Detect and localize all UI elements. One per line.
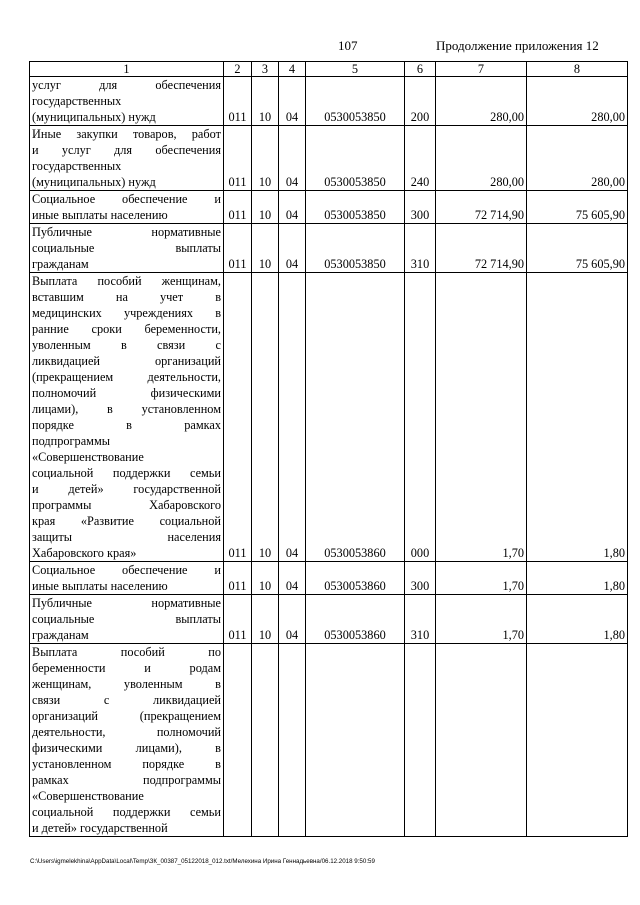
row-name-line: беременности и родам [32, 661, 221, 675]
table-row [30, 126, 628, 191]
budget-table [29, 61, 628, 837]
row-name-cell [30, 224, 224, 273]
row-name-line: услуг для обеспечения [32, 78, 221, 92]
row-name-cell [30, 77, 224, 126]
row-c4-cell: 04 [279, 126, 306, 191]
row-name-line: защиты населения [32, 530, 221, 544]
row-name-line: физическими лицами), в [32, 741, 221, 755]
row-name-line: Хабаровского края» [32, 546, 137, 560]
row-name-line: (муниципальных) нужд [32, 110, 156, 124]
row-name-line: Социальное обеспечение и [32, 563, 221, 577]
row-name-line: Социальное обеспечение и [32, 192, 221, 206]
row-c5-cell: 0530053850 [306, 224, 405, 273]
appendix-title: Продолжение приложения 12 [436, 38, 599, 53]
row-c8-cell: 75 605,90 [527, 224, 628, 273]
row-name-line: ранние сроки беременности, [32, 322, 221, 336]
row-name-cell [30, 273, 224, 562]
row-c5-cell: 0530053850 [306, 191, 405, 224]
column-header: 3 [252, 62, 279, 77]
row-name-line: «Совершенствование [32, 789, 144, 803]
row-c6-cell: 000 [405, 273, 436, 562]
row-name-line: женщинам, уволенным в [32, 677, 221, 691]
row-name-line: и детей» государственной [32, 821, 168, 835]
row-c4-cell: 04 [279, 595, 306, 644]
row-name-line: (прекращением деятельности, [32, 370, 221, 384]
table-row [30, 595, 628, 644]
column-header: 5 [306, 62, 405, 77]
row-c4-cell: 04 [279, 224, 306, 273]
row-c7-cell: 72 714,90 [436, 224, 527, 273]
row-c3-cell: 10 [252, 191, 279, 224]
table-row [30, 273, 628, 562]
row-name-line: медицинских учреждениях в [32, 306, 221, 320]
row-c4-cell: 04 [279, 77, 306, 126]
row-c5-cell [306, 644, 405, 837]
row-name-line: края «Развитие социальной [32, 514, 221, 528]
row-c6-cell: 300 [405, 562, 436, 595]
row-c8-cell: 280,00 [527, 77, 628, 126]
row-name-cell [30, 595, 224, 644]
row-name-cell [30, 644, 224, 837]
row-c7-cell: 72 714,90 [436, 191, 527, 224]
row-c3-cell: 10 [252, 595, 279, 644]
row-name-line: социальной поддержки семьи [32, 805, 221, 819]
row-c6-cell: 200 [405, 77, 436, 126]
row-c2-cell: 011 [224, 126, 252, 191]
row-name-line: лицами), в установленном [32, 402, 221, 416]
table-row [30, 191, 628, 224]
row-c3-cell: 10 [252, 224, 279, 273]
row-name-line: вставшим на учет в [32, 290, 221, 304]
row-c6-cell: 310 [405, 595, 436, 644]
row-name-cell [30, 191, 224, 224]
row-c7-cell: 1,70 [436, 562, 527, 595]
row-name-cell [30, 126, 224, 191]
row-name-line: иные выплаты населению [32, 208, 168, 222]
row-name-line: полномочий физическими [32, 386, 221, 400]
row-name-cell [30, 562, 224, 595]
row-c2-cell [224, 644, 252, 837]
page-number: 107 [338, 38, 358, 53]
row-name-line: гражданам [32, 257, 89, 271]
row-name-line: иные выплаты населению [32, 579, 168, 593]
row-name-line: рамках подпрограммы [32, 773, 221, 787]
row-c6-cell: 240 [405, 126, 436, 191]
row-c8-cell [527, 644, 628, 837]
row-c5-cell: 0530053860 [306, 562, 405, 595]
table-row [30, 644, 628, 837]
row-c5-cell: 0530053860 [306, 595, 405, 644]
row-name-line: программы Хабаровского [32, 498, 221, 512]
column-header: 7 [436, 62, 527, 77]
row-c3-cell: 10 [252, 562, 279, 595]
row-name-line: государственных [32, 94, 122, 108]
column-header: 4 [279, 62, 306, 77]
row-name-line: организаций (прекращением [32, 709, 221, 723]
row-name-line: связи с ликвидацией [32, 693, 221, 707]
row-name-line: государственных [32, 159, 122, 173]
row-c5-cell: 0530053860 [306, 273, 405, 562]
row-c7-cell: 280,00 [436, 126, 527, 191]
row-name-line: социальной поддержки семьи [32, 466, 221, 480]
row-c8-cell: 75 605,90 [527, 191, 628, 224]
row-c4-cell [279, 644, 306, 837]
row-c2-cell: 011 [224, 562, 252, 595]
row-name-line: социальные выплаты [32, 612, 221, 626]
row-name-line: социальные выплаты [32, 241, 221, 255]
row-name-line: ликвидацией организаций [32, 354, 221, 368]
column-header: 6 [405, 62, 436, 77]
row-name-line: подпрограммы [32, 434, 110, 448]
row-c5-cell: 0530053850 [306, 77, 405, 126]
row-c4-cell: 04 [279, 562, 306, 595]
table-row [30, 562, 628, 595]
table-header-row [30, 62, 628, 77]
row-c2-cell: 011 [224, 191, 252, 224]
row-name-line: и услуг для обеспечения [32, 143, 221, 157]
row-c8-cell: 1,80 [527, 595, 628, 644]
row-c2-cell: 011 [224, 77, 252, 126]
row-name-line: Публичные нормативные [32, 225, 221, 239]
row-c7-cell [436, 644, 527, 837]
row-c7-cell: 1,70 [436, 273, 527, 562]
row-c2-cell: 011 [224, 224, 252, 273]
column-header: 2 [224, 62, 252, 77]
row-name-line: «Совершенствование [32, 450, 144, 464]
row-c7-cell: 280,00 [436, 77, 527, 126]
row-name-line: порядке в рамках [32, 418, 221, 432]
row-c3-cell [252, 644, 279, 837]
row-c3-cell: 10 [252, 273, 279, 562]
row-c2-cell: 011 [224, 595, 252, 644]
row-name-line: Выплата пособий по [32, 645, 221, 659]
row-name-line: и детей» государственной [32, 482, 221, 496]
file-path-footer: C:\Users\igmelekhina\AppData\Local\Temp\ЗК_00387_05122018_012.txt/Мелехина Ирина Геннадьевна/06.12.2018 9:50:59 [30, 858, 375, 865]
row-name-line: деятельности, полномочий [32, 725, 221, 739]
row-c7-cell: 1,70 [436, 595, 527, 644]
row-name-line: установленном порядке в [32, 757, 221, 771]
row-c3-cell: 10 [252, 77, 279, 126]
row-name-line: Публичные нормативные [32, 596, 221, 610]
row-c6-cell: 300 [405, 191, 436, 224]
row-c6-cell: 310 [405, 224, 436, 273]
table-row [30, 224, 628, 273]
row-c4-cell: 04 [279, 191, 306, 224]
row-c2-cell: 011 [224, 273, 252, 562]
row-name-line: Иные закупки товаров, работ [32, 127, 221, 141]
row-c6-cell [405, 644, 436, 837]
row-name-line: уволенным в связи с [32, 338, 221, 352]
row-c5-cell: 0530053850 [306, 126, 405, 191]
row-c8-cell: 1,80 [527, 562, 628, 595]
row-c3-cell: 10 [252, 126, 279, 191]
row-c8-cell: 1,80 [527, 273, 628, 562]
table-row [30, 77, 628, 126]
row-name-line: гражданам [32, 628, 89, 642]
row-c8-cell: 280,00 [527, 126, 628, 191]
row-name-line: (муниципальных) нужд [32, 175, 156, 189]
row-name-line: Выплата пособий женщинам, [32, 274, 221, 288]
column-header: 1 [30, 62, 224, 77]
row-c4-cell: 04 [279, 273, 306, 562]
column-header: 8 [527, 62, 628, 77]
